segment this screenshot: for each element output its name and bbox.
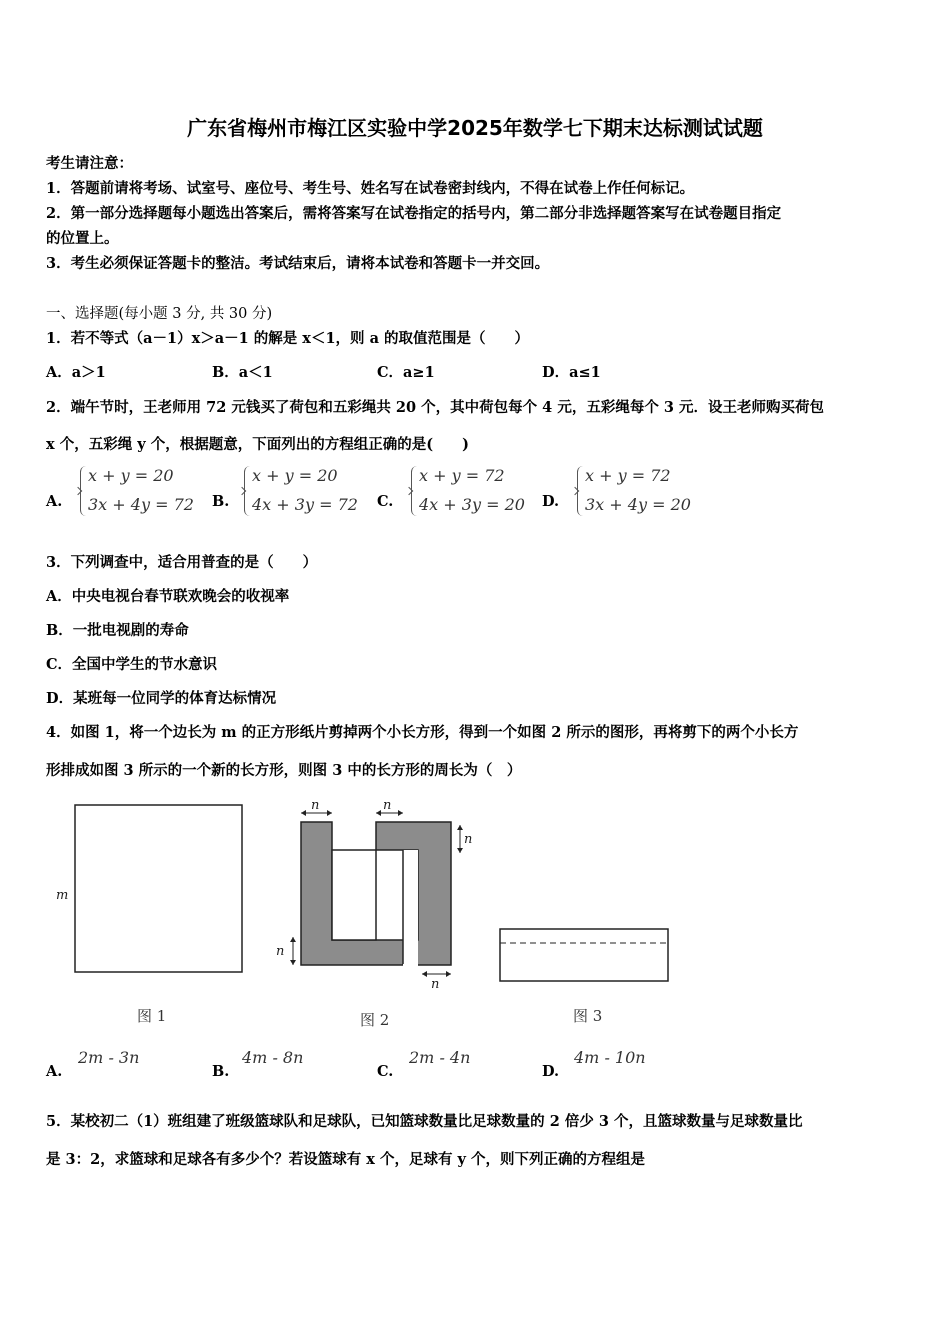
q4-option-a-label: A. bbox=[46, 1063, 63, 1080]
q4-option-a: 2m - 3n bbox=[78, 1048, 140, 1067]
q4-option-d: 4m - 10n bbox=[574, 1048, 646, 1067]
question-5-stem-cont: 是 3：2，求篮球和足球各有多少个？若设篮球有 x 个，足球有 y 个，则下列正确的方程组是 bbox=[46, 1151, 645, 1168]
brace-c bbox=[411, 466, 419, 516]
q2-option-a-eq2: 3x + 4y = 72 bbox=[88, 495, 194, 514]
q2-option-b-eq1: x + y = 20 bbox=[252, 466, 338, 485]
q2-option-d-eq1: x + y = 72 bbox=[585, 466, 671, 485]
question-5-stem: 5．某校初二（1）班组建了班级篮球队和足球队，已知篮球数量比足球数量的 2 倍少 3 个，且篮球数量与足球数量比 bbox=[46, 1113, 803, 1130]
q3-option-c: C．全国中学生的节水意识 bbox=[46, 656, 218, 673]
brace-a bbox=[80, 466, 88, 516]
q1-option-a: A．a＞1 bbox=[46, 364, 106, 381]
notice-item-3: 3．考生必须保证答题卡的整洁。考试结束后，请将本试卷和答题卡一并交回。 bbox=[46, 255, 550, 272]
question-4-stem: 4．如图 1，将一个边长为 m 的正方形纸片剪掉两个小长方形，得到一个如图 2 所示的图形，再将剪下的两个小长方 bbox=[46, 724, 799, 741]
q2-option-b-eq2: 4x + 3y = 72 bbox=[252, 495, 358, 514]
figure-2-caption: 图 2 bbox=[360, 1011, 390, 1029]
notice-item-2-cont: 的位置上。 bbox=[46, 230, 119, 247]
question-1-stem: 1．若不等式（a－1）x＞a－1 的解是 x＜1，则 a 的取值范围是（ ） bbox=[46, 330, 530, 347]
fig2-label-n-1: n bbox=[311, 798, 320, 813]
q4-option-c: 2m - 4n bbox=[409, 1048, 471, 1067]
figure-3-rectangle bbox=[500, 929, 668, 981]
q3-option-b: B．一批电视剧的寿命 bbox=[46, 622, 189, 639]
q2-option-d-label: D. bbox=[542, 493, 560, 510]
q3-option-d: D．某班每一位同学的体育达标情况 bbox=[46, 690, 277, 707]
q1-option-b: B．a＜1 bbox=[212, 364, 273, 381]
q4-option-c-label: C. bbox=[377, 1063, 394, 1080]
fig2-label-n-5: n bbox=[431, 977, 440, 992]
q3-option-a: A．中央电视台春节联欢晚会的收视率 bbox=[46, 588, 290, 605]
question-3-stem: 3．下列调查中，适合用普查的是（ ） bbox=[46, 554, 318, 571]
page-title: 广东省梅州市梅江区实验中学2025年数学七下期末达标测试试题 bbox=[187, 116, 763, 140]
q2-option-b-label: B. bbox=[212, 493, 230, 510]
section-heading: 一、选择题(每小题 3 分, 共 30 分) bbox=[46, 306, 273, 322]
fig2-label-n-2: n bbox=[383, 798, 392, 813]
q4-figures bbox=[40, 795, 700, 1035]
q4-option-b-label: B. bbox=[212, 1063, 230, 1080]
figure-3-caption: 图 3 bbox=[573, 1007, 603, 1025]
q2-option-c-label: C. bbox=[377, 493, 394, 510]
q1-option-c: C．a≥1 bbox=[377, 364, 435, 381]
q2-option-a-label: A. bbox=[46, 493, 63, 510]
q2-option-c-eq2: 4x + 3y = 20 bbox=[419, 495, 525, 514]
notice-heading: 考生请注意： bbox=[46, 155, 133, 172]
notice-item-1: 1．答题前请将考场、试室号、座位号、考生号、姓名写在试卷密封线内，不得在试卷上作任何标记。 bbox=[46, 180, 695, 197]
figure-1-square bbox=[75, 805, 242, 972]
question-2-stem: 2．端午节时，王老师用 72 元钱买了荷包和五彩绳共 20 个，其中荷包每个 4 元，五彩绳每个 3 元．设王老师购买荷包 bbox=[46, 399, 825, 416]
brace-b bbox=[244, 466, 252, 516]
q4-option-d-label: D. bbox=[542, 1063, 560, 1080]
question-4-stem-cont: 形排成如图 3 所示的一个新的长方形，则图 3 中的长方形的周长为（ ） bbox=[46, 762, 522, 779]
q2-option-d-eq2: 3x + 4y = 20 bbox=[585, 495, 691, 514]
brace-d bbox=[577, 466, 585, 516]
q2-option-a-eq1: x + y = 20 bbox=[88, 466, 174, 485]
q4-option-b: 4m - 8n bbox=[242, 1048, 304, 1067]
notice-item-2: 2．第一部分选择题每小题选出答案后，需将答案写在试卷指定的括号内，第二部分非选择题答案写在试卷题目指定 bbox=[46, 205, 782, 222]
fig2-label-n-3: n bbox=[464, 832, 473, 847]
fig2-label-n-4: n bbox=[276, 944, 285, 959]
question-2-stem-cont: x 个，五彩绳 y 个，根据题意，下面列出的方程组正确的是( ) bbox=[46, 436, 469, 453]
q2-option-c-eq1: x + y = 72 bbox=[419, 466, 505, 485]
fig1-label-m: m bbox=[56, 888, 69, 903]
figure-1-caption: 图 1 bbox=[137, 1007, 167, 1025]
q1-option-d: D．a≤1 bbox=[542, 364, 601, 381]
